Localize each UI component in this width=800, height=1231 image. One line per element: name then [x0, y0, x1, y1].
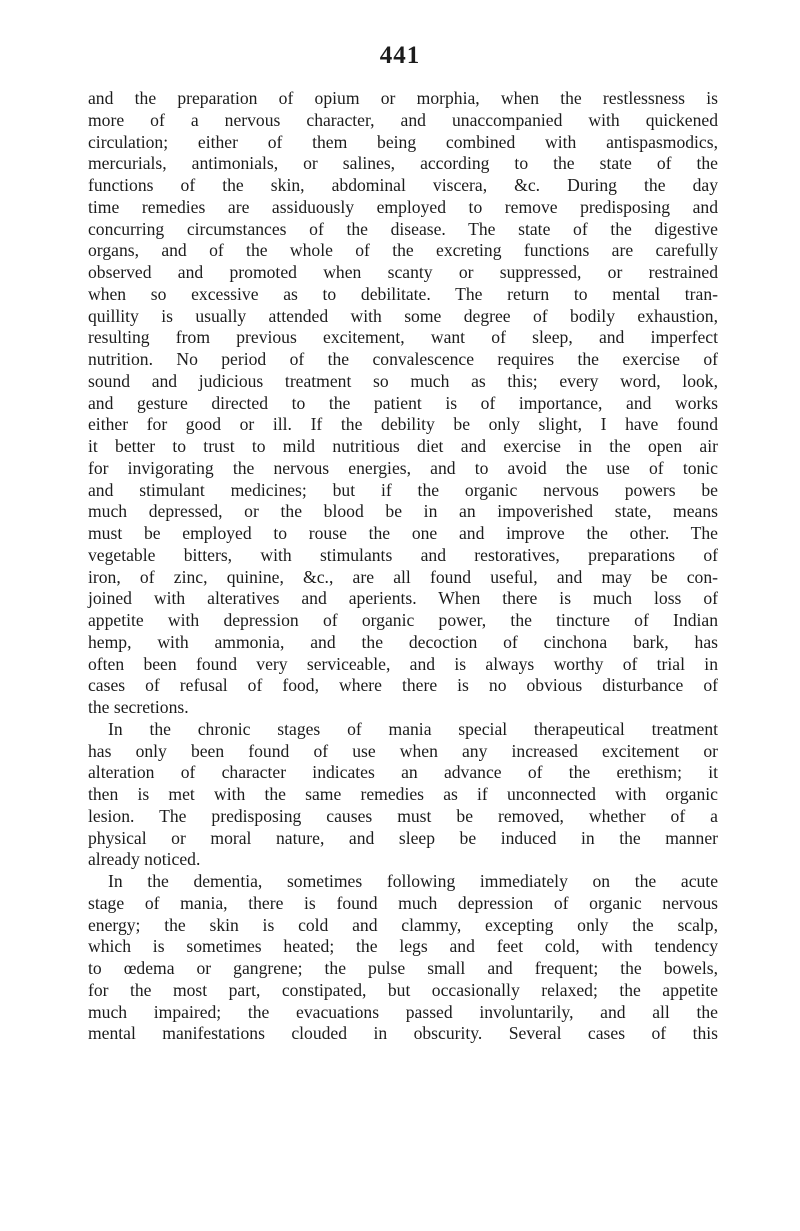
text-line: the secretions. [88, 697, 189, 717]
text-line: when so excessive as to debilitate. The return to mental tran- [88, 283, 718, 304]
text-line: more of a nervous character, and unaccompanied with quickened [88, 109, 718, 130]
text-line: functions of the skin, abdominal viscera, &c. During the day [88, 175, 718, 195]
text-line: vegetable bitters, with stimulants and restoratives, preparations of [88, 544, 718, 565]
text-line: circulation; either of them being combined with antispasmodics, [88, 131, 718, 152]
text-line: already noticed. [88, 849, 201, 870]
text-line: In the chronic stages of mania special therapeutical treatment [108, 718, 718, 739]
text-line: nutrition. No period of the convalescence requires the exercise of [88, 349, 718, 369]
text-line: mental manifestations clouded in obscurity. Several cases of this [88, 1023, 718, 1044]
body-text [88, 88, 718, 1045]
text-line: for the most part, constipated, but occasionally relaxed; the appetite [88, 979, 718, 1000]
text-line: much depressed, or the blood be in an impoverished state, means [88, 501, 718, 522]
text-line: much impaired; the evacuations passed involuntarily, and all the [88, 1001, 718, 1022]
text-line: stage of mania, there is found much depression of organic nervous [88, 892, 718, 913]
text-line: organs, and of the whole of the excreting functions are carefully [88, 240, 718, 261]
text-line: observed and promoted when scanty or suppressed, or restrained [88, 262, 718, 282]
text-line: then is met with the same remedies as if unconnected with organic [88, 784, 718, 804]
text-line: resulting from previous excitement, want of sleep, and imperfect [88, 327, 718, 348]
text-line: and gesture directed to the patient is of importance, and works [88, 392, 718, 413]
text-line: concurring circumstances of the disease. The state of the digestive [88, 218, 718, 239]
text-line: either for good or ill. If the debility be only slight, I have found [88, 414, 718, 435]
text-line: cases of refusal of food, where there is no obvious disturbance of [88, 675, 718, 696]
text-line: must be employed to rouse the one and improve the other. The [88, 523, 718, 543]
text-line: energy; the skin is cold and clammy, excepting only the scalp, [88, 914, 718, 935]
text-line: In the dementia, sometimes following immediately on the acute [108, 871, 718, 891]
text-line: sound and judicious treatment so much as this; every word, look, [88, 370, 718, 391]
text-line: joined with alteratives and aperients. When there is much loss of [88, 588, 718, 609]
page-number: 441 [379, 42, 421, 69]
text-line: often been found very serviceable, and is always worthy of trial in [88, 653, 718, 674]
text-line: and stimulant medicines; but if the organic nervous powers be [88, 479, 718, 500]
text-line: which is sometimes heated; the legs and feet cold, with tendency [88, 936, 718, 957]
text-line: iron, of zinc, quinine, &c., are all found useful, and may be con- [88, 566, 718, 587]
text-line: for invigorating the nervous energies, and to avoid the use of tonic [88, 457, 718, 478]
text-line: it better to trust to mild nutritious diet and exercise in the open air [88, 436, 718, 456]
text-line: and the preparation of opium or morphia, when the restlessness is [88, 88, 718, 108]
text-line: to œdema or gangrene; the pulse small and frequent; the bowels, [88, 958, 718, 978]
text-line: time remedies are assiduously employed to remove predisposing and [88, 196, 718, 217]
text-line: physical or moral nature, and sleep be induced in the manner [88, 827, 718, 848]
text-line: has only been found of use when any increased excitement or [88, 740, 718, 761]
text-line: mercurials, antimonials, or salines, according to the state of the [88, 153, 718, 174]
text-line: alteration of character indicates an advance of the erethism; it [88, 762, 718, 783]
text-line: appetite with depression of organic power, the tincture of Indian [88, 610, 718, 630]
text-line: hemp, with ammonia, and the decoction of cinchona bark, has [88, 631, 718, 652]
text-line: quillity is usually attended with some degree of bodily exhaustion, [88, 305, 718, 326]
text-line: lesion. The predisposing causes must be removed, whether of a [88, 805, 718, 826]
